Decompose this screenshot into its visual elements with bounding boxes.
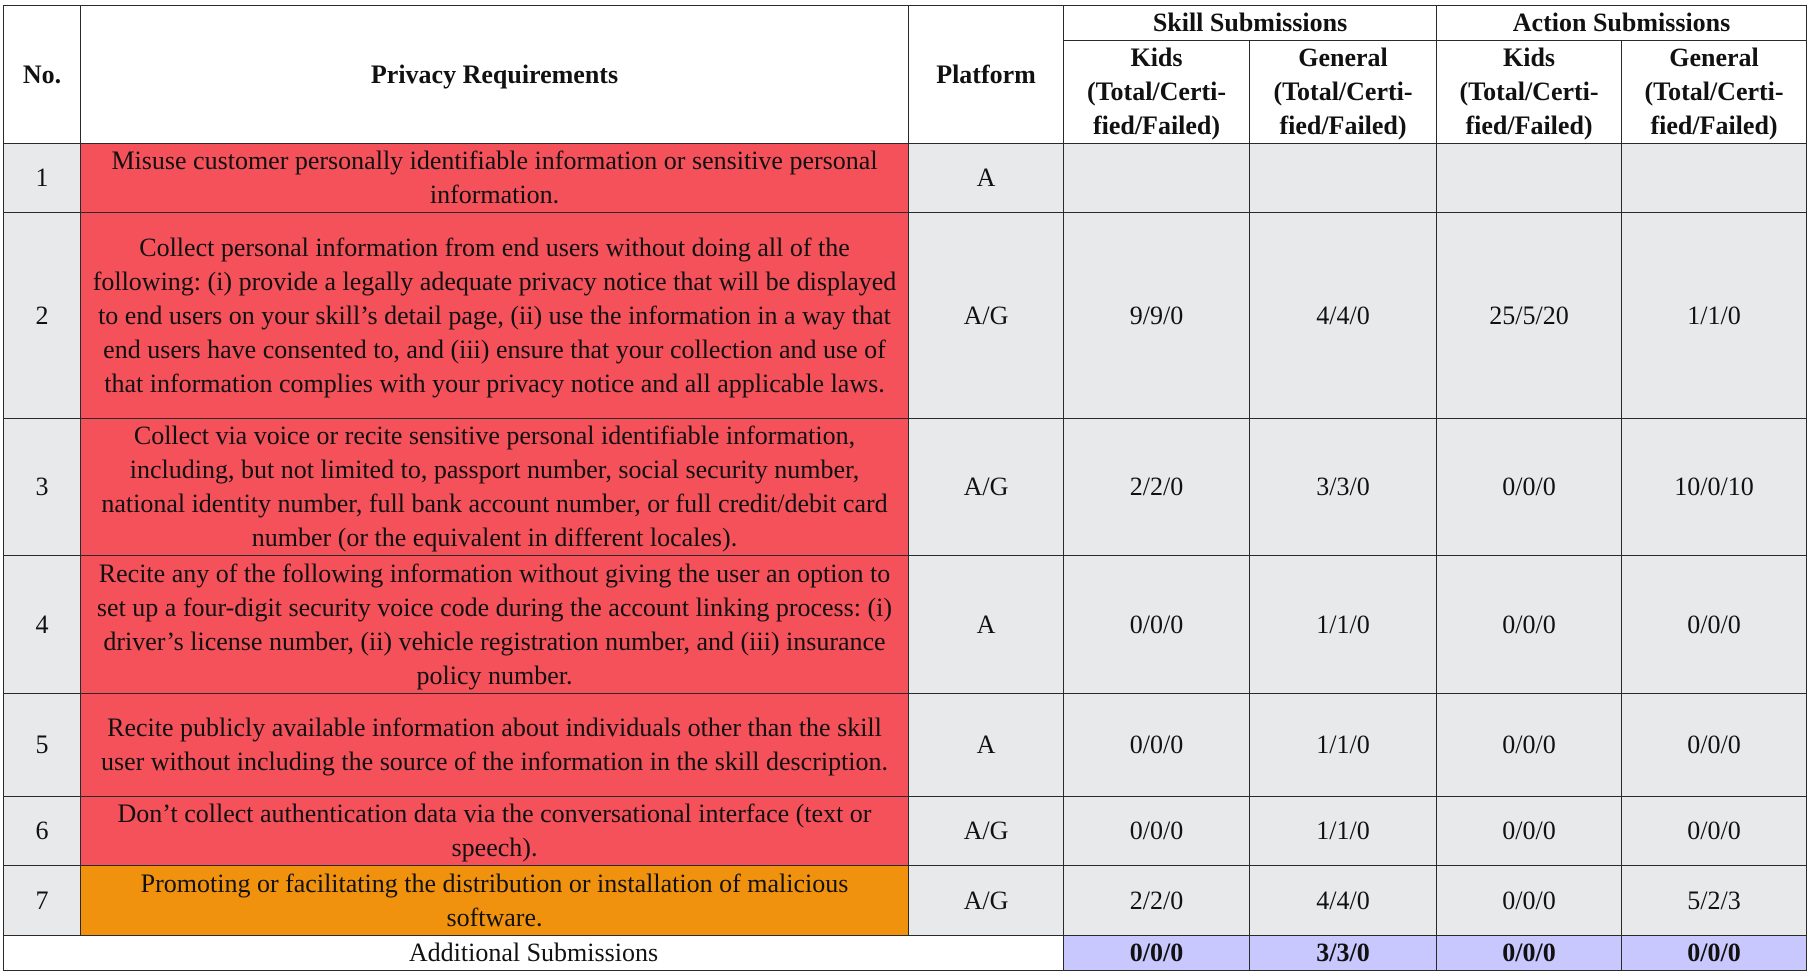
action-general-cell: 1/1/0 (1622, 213, 1807, 419)
row-number: 3 (4, 419, 81, 556)
table-row (4, 144, 1807, 213)
requirement-text: Collect via voice or recite sensitive personal identifiable information, including, but not limited to, passport number, social security number, national identity number, full bank account number, or full credit/debit card number (or the equivalent in different locales). (81, 419, 909, 556)
table-row (4, 556, 1807, 694)
table-row (4, 213, 1807, 419)
skill-general-cell: 4/4/0 (1250, 866, 1437, 936)
action-general-cell: 0/0/0 (1622, 694, 1807, 797)
skill-kids-cell: 9/9/0 (1064, 213, 1250, 419)
header-skill-kids-line1: Kids (1130, 43, 1183, 72)
action-general-cell (1622, 144, 1807, 213)
header-skill-kids-line2: (Total/Certi- (1086, 77, 1227, 106)
skill-general-cell: 1/1/0 (1250, 556, 1437, 694)
header-platform: Platform (909, 6, 1064, 144)
action-general-cell: 0/0/0 (1622, 797, 1807, 866)
table-row (4, 866, 1807, 936)
requirement-text: Collect personal information from end users without doing all of the following: (i) provide a legally adequate privacy notice that will be displayed to end users on your skill’s detail page, (ii) use the information in a way that end users have consented to, and (iii) ensure that your collection and use of that information complies with your privacy notice and all applicable laws. (81, 213, 909, 419)
row-number: 5 (4, 694, 81, 797)
header-skill-kids-line3: fied/Failed) (1092, 111, 1221, 140)
action-general-cell: 5/2/3 (1622, 866, 1807, 936)
action-kids-cell: 0/0/0 (1437, 419, 1622, 556)
header-action-general-line2: (Total/Certi- (1644, 77, 1784, 106)
platform-cell: A/G (909, 866, 1064, 936)
platform-cell: A (909, 556, 1064, 694)
skill-kids-cell: 0/0/0 (1064, 556, 1250, 694)
platform-cell: A/G (909, 419, 1064, 556)
additional-submissions-row (4, 936, 1807, 971)
requirement-text: Recite publicly available information about individuals other than the skill user without including the source of the information in the skill description. (81, 694, 909, 797)
header-action-kids (1437, 41, 1622, 144)
table-row (4, 797, 1807, 866)
skill-kids-cell: 0/0/0 (1064, 694, 1250, 797)
header-skill-submissions: Skill Submissions (1064, 6, 1437, 41)
row-number: 4 (4, 556, 81, 694)
skill-general-cell: 4/4/0 (1250, 213, 1437, 419)
header-action-kids-line1: Kids (1503, 43, 1556, 72)
additional-action-general: 0/0/0 (1622, 936, 1807, 971)
header-skill-general-line3: fied/Failed) (1279, 111, 1407, 140)
header-action-kids-line3: fied/Failed) (1465, 111, 1593, 140)
table-row (4, 419, 1807, 556)
header-skill-general-line1: General (1298, 43, 1388, 72)
additional-action-kids: 0/0/0 (1437, 936, 1622, 971)
header-skill-general-line2: (Total/Certi- (1273, 77, 1413, 106)
action-general-cell: 0/0/0 (1622, 556, 1807, 694)
requirement-text: Promoting or facilitating the distribution or installation of malicious software. (81, 866, 909, 936)
action-kids-cell (1437, 144, 1622, 213)
platform-cell: A/G (909, 213, 1064, 419)
platform-cell: A/G (909, 797, 1064, 866)
skill-kids-cell: 2/2/0 (1064, 866, 1250, 936)
header-action-kids-line2: (Total/Certi- (1459, 77, 1599, 106)
action-kids-cell: 0/0/0 (1437, 556, 1622, 694)
skill-kids-cell (1064, 144, 1250, 213)
additional-submissions-label: Additional Submissions (4, 936, 1064, 971)
requirement-text: Misuse customer personally identifiable information or sensitive personal information. (81, 144, 909, 213)
action-general-cell: 10/0/10 (1622, 419, 1807, 556)
row-number: 2 (4, 213, 81, 419)
header-action-general-line3: fied/Failed) (1650, 111, 1778, 140)
header-skill-kids (1064, 41, 1250, 144)
header-no: No. (4, 6, 81, 144)
platform-cell: A (909, 694, 1064, 797)
privacy-requirements-table (3, 5, 1807, 971)
action-kids-cell: 25/5/20 (1437, 213, 1622, 419)
skill-general-cell: 1/1/0 (1250, 694, 1437, 797)
header-skill-general (1250, 41, 1437, 144)
header-action-submissions: Action Submissions (1437, 6, 1807, 41)
requirement-text: Don’t collect authentication data via the conversational interface (text or speech). (81, 797, 909, 866)
action-kids-cell: 0/0/0 (1437, 866, 1622, 936)
row-number: 1 (4, 144, 81, 213)
requirement-text: Recite any of the following information without giving the user an option to set up a four-digit security voice code during the account linking process: (i) driver’s license number, (ii) vehicle registration number, and (iii) insurance policy number. (81, 556, 909, 694)
platform-cell: A (909, 144, 1064, 213)
skill-kids-cell: 2/2/0 (1064, 419, 1250, 556)
additional-skill-kids: 0/0/0 (1064, 936, 1250, 971)
header-action-general-line1: General (1669, 43, 1759, 72)
action-kids-cell: 0/0/0 (1437, 694, 1622, 797)
row-number: 6 (4, 797, 81, 866)
header-privacy-requirements: Privacy Requirements (81, 6, 909, 144)
skill-general-cell (1250, 144, 1437, 213)
table-row (4, 694, 1807, 797)
skill-general-cell: 1/1/0 (1250, 797, 1437, 866)
skill-kids-cell: 0/0/0 (1064, 797, 1250, 866)
skill-general-cell: 3/3/0 (1250, 419, 1437, 556)
additional-skill-general: 3/3/0 (1250, 936, 1437, 971)
row-number: 7 (4, 866, 81, 936)
header-action-general (1622, 41, 1807, 144)
action-kids-cell: 0/0/0 (1437, 797, 1622, 866)
